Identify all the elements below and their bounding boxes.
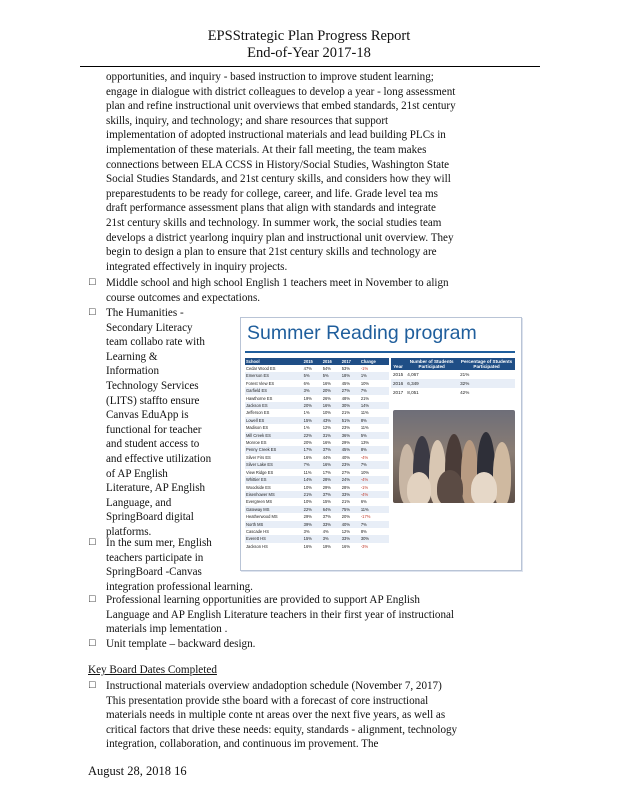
table-cell: 42% [460, 390, 470, 395]
bullet-marker: □ [89, 679, 96, 691]
table-cell: 21% [360, 395, 370, 401]
table-cell: 1% [360, 372, 389, 379]
table-row [245, 506, 389, 513]
table-cell: 7% [303, 461, 322, 468]
table-row [391, 388, 515, 397]
table-cell: 22% [303, 432, 322, 439]
table-cell: 14% [303, 476, 322, 483]
table-row [245, 491, 389, 498]
bullet-line: and effective utilization [106, 452, 212, 465]
table-row [245, 365, 389, 372]
paragraph-line: plan and refine instructional unit overviews that embed standards, 21st century [106, 100, 456, 113]
paragraph-line: preparestudents to be ready for college, career, and life. Grade level tea ms [106, 187, 438, 200]
table-cell: 11% [360, 425, 369, 431]
bullet-middle-high-english [106, 276, 514, 305]
table-row [245, 461, 389, 468]
kb-line: critical factors that drive these needs: equity, standards - alignment, technology [106, 723, 458, 736]
table-cell: 12% [322, 425, 331, 431]
table-cell: -1% [360, 484, 369, 490]
header-rule [80, 66, 540, 67]
report-title: EPSStrategic Plan Progress Report [207, 28, 411, 44]
table-cell: Everett HS [245, 535, 303, 542]
table-header-row [245, 358, 389, 365]
table-cell: 64% [322, 506, 341, 513]
table-cell: 48% [341, 395, 350, 401]
table-cell: Cedar Wood ES [246, 366, 276, 371]
table-cell: 30% [341, 402, 360, 409]
table-row [245, 432, 389, 439]
table-cell: Lowell ES [245, 417, 303, 424]
table-body [391, 370, 515, 397]
table-cell: Whittier ES [245, 476, 303, 483]
table-cell: Silver Lake ES [245, 461, 303, 468]
table-cell: 16% [303, 543, 312, 549]
bullet-line: of AP English [106, 467, 168, 480]
table-cell: 20% [303, 440, 312, 446]
table-cell: 4% [322, 528, 329, 534]
table-cell: 26% [322, 395, 331, 401]
table-cell: 8,051 [407, 390, 419, 395]
paragraph-line: begin to design a plan to ensure that 21st century skills and technology are [106, 246, 437, 259]
table-cell: 13% [360, 440, 370, 446]
table-cell: 10% [322, 410, 331, 416]
table-cell: Cascade HS [246, 528, 269, 534]
key-board-item [106, 679, 510, 752]
paragraph-line: engage in dialogue with district colleagues to develop a year - long assessment [106, 85, 456, 98]
bullet-line: SpringBoard digital [106, 511, 194, 524]
table-row [245, 439, 389, 446]
kb-line: This presentation provide sthe board with a forecast of core instructional [106, 694, 429, 707]
bullet-marker: □ [89, 637, 96, 649]
table-cell: 27% [341, 387, 360, 394]
table-cell: 10% [360, 469, 370, 475]
table-cell: 16% [303, 454, 312, 460]
table-row [245, 380, 389, 387]
table-cell: Silver Firs ES [246, 454, 271, 460]
bullet-line: and student access to [106, 438, 200, 451]
bullet-professional-learning [106, 593, 506, 637]
table-cell: 54% [322, 366, 331, 371]
table-cell: 19% [322, 543, 331, 549]
paragraph-line: connections between ELA CCSS in History/Social Studies, Washington State [106, 158, 450, 171]
table-row [245, 521, 389, 528]
table-cell: 45% [341, 380, 350, 386]
bullet-line: teachers participate in [106, 551, 204, 564]
table-cell: 31% [322, 432, 341, 439]
table-cell: 39% [303, 521, 322, 528]
kb-line: Instructional materials overview andadoption schedule (November 7, 2017) [106, 680, 442, 692]
report-subtitle: End-of-Year 2017-18 [247, 45, 371, 61]
table-cell: 3% [322, 535, 341, 542]
year-participation-table [391, 358, 515, 397]
bullet-line: Literature, AP English [106, 482, 206, 495]
table-row [245, 409, 389, 416]
table-cell: 36% [341, 432, 360, 439]
column-header: 2015 [303, 358, 322, 365]
paragraph-line: 21st century skills and technology. In summer work, the social studies team [106, 216, 442, 229]
column-header: School [245, 358, 303, 365]
table-row [245, 446, 389, 453]
bullet-line: In the sum mer, English [106, 537, 212, 549]
table-row [245, 372, 389, 379]
table-row [245, 535, 389, 542]
report-header [0, 28, 618, 62]
table-row [245, 454, 389, 461]
table-row [245, 528, 389, 535]
table-cell: 20% [303, 402, 322, 409]
table-cell: 51% [341, 417, 360, 424]
table-cell: 7% [360, 461, 389, 468]
table-cell: 17% [322, 469, 331, 475]
table-cell: Garfield ES [245, 387, 303, 394]
bullet-humanities-lits [106, 306, 218, 540]
table-cell: 16% [322, 461, 341, 468]
table-cell: 5% [360, 432, 389, 439]
bullet-marker: □ [89, 276, 96, 288]
table-cell: Madison ES [246, 425, 269, 431]
table-cell: 53% [341, 366, 350, 371]
table-cell: 33% [322, 521, 341, 528]
table-cell: Penny Creek ES [245, 446, 303, 453]
table-cell: -17% [360, 514, 371, 520]
bullet-line: Professional learning opportunities are provided to support AP English [106, 594, 420, 606]
table-cell: 15% [303, 417, 322, 424]
bullet-line: SpringBoard -Canvas [106, 566, 202, 579]
table-cell: 8% [360, 446, 389, 453]
table-cell: 15% [322, 499, 331, 505]
table-cell: 20% [341, 514, 350, 520]
bullet-line: Information [106, 365, 159, 378]
table-cell: 2017 [393, 390, 404, 395]
paragraph-line: develops a district yearlong inquiry plan and instructional unit overview. They [106, 231, 454, 244]
table-cell: -4% [360, 491, 389, 498]
table-cell: Evergreen MS [246, 499, 273, 505]
key-board-heading: Key Board Dates Completed [88, 664, 217, 676]
table-cell: 37% [322, 514, 331, 520]
column-header: Percentage of Students Participated [458, 358, 515, 370]
table-cell: 7% [360, 521, 389, 528]
table-cell: 22% [303, 506, 322, 513]
table-cell: 16% [322, 402, 341, 409]
column-header: Number of Students Participated [405, 358, 458, 370]
table-cell: 23% [341, 461, 360, 468]
table-cell: Hawthorne ES [246, 395, 273, 401]
table-cell: 15% [303, 535, 322, 542]
bullet-line: Middle school and high school English 1 teachers meet in November to align [106, 277, 449, 289]
table-row [391, 370, 515, 379]
table-cell: Eisenhower MS [245, 491, 303, 498]
table-cell: 27% [341, 469, 350, 475]
table-row [245, 469, 389, 476]
column-header: 2016 [322, 358, 341, 365]
table-cell: Woodside ES [246, 484, 271, 490]
table-cell: 40% [341, 454, 350, 460]
table-cell: 5% [322, 372, 341, 379]
bullet-line: Technology Services [106, 379, 199, 392]
summer-reading-figure [240, 317, 522, 571]
school-participation-table [245, 358, 389, 550]
bullet-line: team collabo rate with [106, 336, 205, 349]
table-cell: 18% [341, 372, 360, 379]
table-cell: 7% [360, 387, 389, 394]
table-row [245, 498, 389, 505]
table-row [245, 476, 389, 483]
paragraph-line: Social Studies Standards, and 21st century skills, and considers how they will [106, 173, 451, 186]
table-cell: 11% [303, 469, 312, 475]
students-group-photo [393, 410, 515, 503]
table-cell: 10% [360, 380, 370, 386]
paragraph-line: draft performance assessment plans that align with standards and integrate [106, 202, 436, 215]
table-cell: 33% [341, 491, 360, 498]
table-row [245, 402, 389, 409]
table-cell: 21% [303, 491, 322, 498]
table-cell: 28% [341, 484, 350, 490]
table-cell: 10% [303, 499, 312, 505]
table-cell: 17% [303, 446, 322, 453]
table-header-row [391, 358, 515, 370]
bullet-marker: □ [89, 593, 96, 605]
table-cell: 21% [341, 410, 350, 416]
table-cell: -3% [360, 543, 369, 549]
table-cell: 29% [341, 440, 350, 446]
table-row [245, 417, 389, 424]
table-row [245, 395, 389, 402]
kb-line: integration, collaboration, and continuous im provement. The [106, 738, 379, 751]
bullet-summer-springboard [106, 536, 253, 594]
bullet-line: platforms. [106, 525, 152, 538]
table-cell: 75% [341, 506, 360, 513]
table-cell: 32% [458, 379, 515, 388]
table-cell: 12% [341, 528, 350, 534]
table-cell: 29% [322, 484, 331, 490]
bullet-line: Canvas EduApp is [106, 409, 189, 422]
bullet-unit-template [106, 637, 406, 652]
paragraph-line: opportunities, and inquiry - based instruction to improve student learning; [106, 71, 434, 83]
table-cell: 23% [341, 425, 350, 431]
table-cell: 1% [303, 425, 310, 431]
table-cell: Jackson ES [245, 402, 303, 409]
table-cell: 16% [341, 543, 350, 549]
table-row [245, 387, 389, 394]
paragraph-line: skills, inquiry, and technology; and share resources that support [106, 114, 389, 127]
table-cell: 8% [360, 417, 389, 424]
paragraph-line: implementation of these materials. At their fall meeting, the team makes [106, 143, 427, 156]
table-row [245, 424, 389, 431]
table-cell: 2016 [393, 381, 404, 386]
table-cell: 29% [303, 514, 312, 520]
table-cell: 16% [322, 440, 331, 446]
table-cell: 6,349 [405, 379, 458, 388]
table-cell: 21% [460, 372, 470, 377]
table-cell: 20% [322, 387, 341, 394]
table-cell: 30% [360, 535, 389, 542]
table-cell: 45% [341, 446, 360, 453]
kb-line: materials needs in multiple conte nt areas over the next five years, as well as [106, 709, 446, 722]
table-cell: 44% [322, 454, 331, 460]
table-cell: 47% [303, 366, 312, 371]
table-body [245, 365, 389, 550]
table-cell: Emerson ES [245, 372, 303, 379]
table-cell: Jefferson ES [246, 410, 270, 416]
table-cell: 3% [303, 387, 322, 394]
bullet-line: course outcomes and expectations. [106, 291, 261, 304]
bullet-line: Secondary Literacy [106, 321, 193, 334]
bullet-line: Learning & [106, 350, 158, 363]
table-cell: Jackson HS [246, 543, 268, 549]
table-cell: 37% [322, 446, 341, 453]
table-cell: 24% [341, 476, 360, 483]
table-cell: Monroe ES [246, 440, 267, 446]
table-cell: 40% [341, 521, 360, 528]
table-cell: 6% [303, 380, 310, 386]
table-cell: North MS [245, 521, 303, 528]
table-row [391, 379, 515, 388]
paragraph-line: implementation of adopted instructional materials and lead building PLCs in [106, 129, 446, 142]
column-header: Year [391, 358, 405, 370]
bullet-line: (LITS) staffto ensure [106, 394, 200, 407]
table-cell: View Ridge ES [246, 469, 274, 475]
table-cell: 33% [341, 535, 360, 542]
table-cell: 14% [360, 402, 389, 409]
bullet-marker: □ [89, 536, 96, 548]
bullet-line: Unit template – backward design. [106, 638, 256, 650]
table-cell: 19% [303, 395, 312, 401]
strategy-paragraph [106, 70, 514, 274]
table-cell: 21% [341, 499, 350, 505]
table-cell: Forest View ES [246, 380, 275, 386]
bullet-line: materials imp lementation . [106, 623, 228, 636]
table-cell: 37% [322, 491, 341, 498]
table-cell: 8% [360, 528, 367, 534]
table-row [245, 543, 389, 550]
table-cell: 2015 [393, 372, 404, 377]
table-cell: 43% [322, 417, 341, 424]
photo-figure [437, 470, 463, 503]
table-cell: Heatherwood MS [246, 514, 278, 520]
page-footer: August 28, 2018 16 [88, 764, 187, 778]
figure-title-rule [245, 351, 515, 353]
bullet-line: integration professional learning. [106, 580, 253, 593]
table-cell: 4,067 [407, 372, 419, 377]
table-cell: 11% [360, 506, 389, 513]
bullet-line: The Humanities - [106, 307, 184, 319]
table-cell: 5% [303, 372, 322, 379]
table-cell: Gateway MS [245, 506, 303, 513]
table-cell: 10% [303, 484, 312, 490]
paragraph-line: integrated effectively in inquiry projects. [106, 260, 288, 273]
table-cell: -4% [360, 454, 369, 460]
photo-figure [471, 472, 497, 503]
table-cell: 6% [360, 499, 367, 505]
table-cell: 28% [322, 476, 341, 483]
table-cell: 16% [322, 380, 331, 386]
bullet-line: functional for teacher [106, 423, 202, 436]
table-row [245, 484, 389, 491]
table-cell: 3% [303, 528, 310, 534]
bullet-line: Language, and [106, 496, 172, 509]
figure-title: Summer Reading program [247, 322, 477, 344]
table-cell: Mill Creek ES [245, 432, 303, 439]
bullet-line: Language and AP English Literature teachers in their first year of instructional [106, 608, 455, 621]
table-cell: 1% [303, 410, 310, 416]
column-header: Change [360, 358, 389, 365]
photo-figure [407, 472, 431, 503]
table-cell: -4% [360, 476, 389, 483]
table-cell: -1% [360, 366, 369, 371]
bullet-marker: □ [89, 306, 96, 318]
table-cell: 11% [360, 410, 369, 416]
table-row [245, 513, 389, 520]
column-header: 2017 [341, 358, 360, 365]
